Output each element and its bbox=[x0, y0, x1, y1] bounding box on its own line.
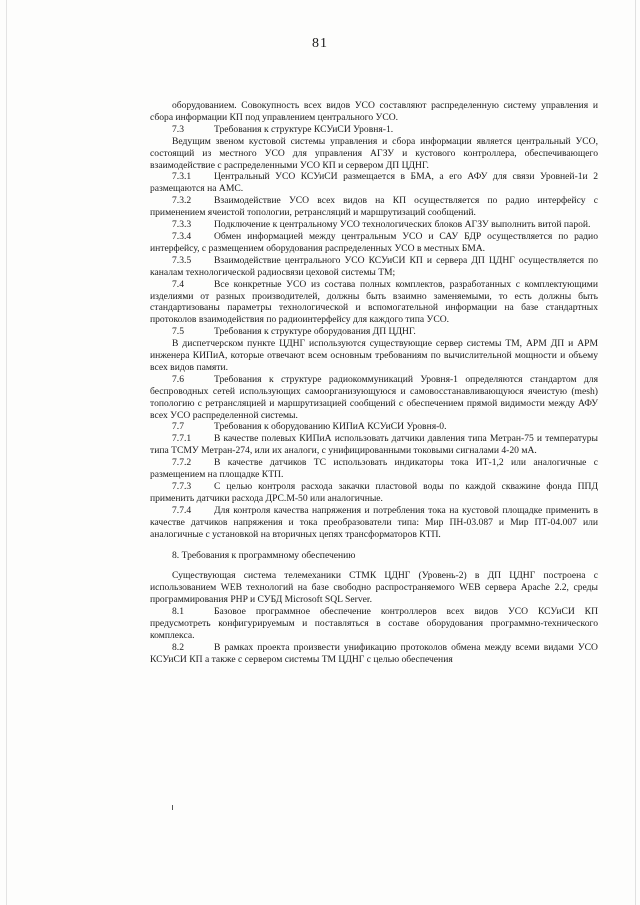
scan-artifact-mark bbox=[172, 805, 173, 810]
document-body bbox=[150, 100, 598, 666]
page-number: 81 bbox=[312, 36, 328, 51]
section-number: 7.4 bbox=[172, 278, 184, 290]
section-number: 7.7.2 bbox=[172, 457, 192, 469]
paragraph bbox=[150, 570, 598, 606]
section-number: 7.7 bbox=[172, 421, 184, 433]
paragraph-text: Требования к структуре КСУиСИ Уровня-1. bbox=[214, 123, 394, 135]
paragraph-text: Требования к структуре радиокоммуникаций Уровня-1 определяются стандартом для беспроводных сетей использующих самоорганизующуюся и самовосстанавливающуюся ячеистую (mesh) топологию с ретрансляцией и маршрутизацией сообщений с обеспечением прямой видимости между АФУ всех УСО распределенной системы. bbox=[150, 373, 598, 421]
paragraph bbox=[150, 124, 598, 136]
paragraph-text: В качестве полевых КИПиА использовать датчики давления типа Метран-75 и температуры типа ТСМУ Метран-274, или их аналоги, с унифицированными токовыми сигналами 4-20 мА. bbox=[150, 433, 598, 457]
section-number: 7.6 bbox=[172, 373, 184, 385]
paragraph-text: Подключение к центральному УСО технологических блоков АГЗУ выполнить витой парой. bbox=[214, 219, 591, 231]
section-number: 7.7.3 bbox=[172, 481, 192, 492]
paragraph bbox=[150, 421, 598, 433]
scan-edge-left bbox=[6, 0, 7, 905]
paragraph bbox=[150, 100, 598, 124]
section-number: 7.3.1 bbox=[172, 171, 192, 183]
paragraph bbox=[150, 606, 598, 642]
section-number: 7.3.4 bbox=[172, 230, 192, 242]
paragraph bbox=[150, 457, 598, 481]
paragraph-text: Все конкретные УСО из состава полных комплектов, разработанных с комплектующими изделиями от разных производителей, должны быть взаимно заменяемыми, то есть должны быть стандартизованы параметры технологической и вспомогательной информации на базе стандартных протоколов взаимодействия по радиоинтерфейсу для каждого типа УСО. bbox=[150, 278, 598, 326]
section-number: 7.3.5 bbox=[172, 254, 192, 266]
paragraph bbox=[150, 219, 598, 231]
section-number: 8.2 bbox=[172, 641, 184, 653]
section-number: 7.7.1 bbox=[172, 433, 192, 445]
paragraph bbox=[150, 374, 598, 422]
paragraph bbox=[150, 326, 598, 338]
paragraph-text: В качестве датчиков ТС использовать индикаторы тока ИТ-1,2 или аналогичные с размещением на площадке КТП. bbox=[150, 457, 598, 481]
paragraph-text: Существующая система телемеханики СТМК ЦДНГ (Уровень-2) в ДП ЦДНГ построена с использованием WEB технологий на базе свободно распространяемого WEB сервера Apache 2.2, среды программирования PHP и СУБД Microsoft SQL Server. bbox=[150, 570, 598, 606]
paragraph-text: 8. Требования к программному обеспечению bbox=[172, 549, 356, 561]
paragraph-text: В рамках проекта произвести унификацию протоколов обмена между всеми видами УСО КСУиСИ КП а также с сервером системы ТМ ЦДНГ с целью обеспечения bbox=[150, 641, 598, 665]
paragraph-text: Ведущим звеном кустовой системы управления и сбора информации является центральный УСО, состоящий из местного УСО для управления АГЗУ и кустового контроллера, обеспечивающего взаимодействие с распределенными УСО КП и сервером ДП ЦДНГ. bbox=[150, 135, 598, 171]
paragraph bbox=[150, 171, 598, 195]
paragraph-text: С целью контроля расхода закачки пластовой воды по каждой скважине фонда ППД применить датчики расхода ДРС.М-50 или аналогичные. bbox=[150, 481, 598, 504]
paragraph-text: Для контроля качества напряжения и потребления тока на кустовой площадке применить в качестве датчиков напряжения и тока преобразователи типа: Мир ПН-03.087 и Мир ПТ-04.007 или аналогичные с установкой на вторичных цепях трансформаторов КТП. bbox=[150, 504, 598, 540]
paragraph-text: Взаимодействие УСО всех видов на КП осуществляется по радио интерфейсу с применением ячеистой топологии, ретрансляций и маршрутизаций сообщений. bbox=[150, 195, 598, 219]
section-number: 7.7.4 bbox=[172, 504, 192, 516]
paragraph bbox=[150, 642, 598, 666]
paragraph-text: оборудованием. Совокупность всех видов УСО составляют распределенную систему управления и сбора информации КП под управлением центрального УСО. bbox=[150, 100, 598, 123]
paragraph-text: Требования к структуре оборудования ДП ЦДНГ. bbox=[214, 326, 416, 338]
paragraph-text: Взаимодействие центрального УСО КСУиСИ КП и сервера ДП ЦДНГ осуществляется по каналам технологической радиосвязи цеховой системы ТМ; bbox=[150, 254, 598, 278]
paragraph-text: Обмен информацией между центральным УСО и САУ БДР осуществляется по радио интерфейсу, с размещением оборудования распределенных УСО в местных БМА. bbox=[150, 230, 598, 254]
section-number: 8.1 bbox=[172, 606, 184, 618]
paragraph-text: В диспетчерском пункте ЦДНГ используются существующие сервер системы ТМ, АРМ ДП и АРМ инженера КИПиА, которые отвечают всем основным требованиям по вычислительной мощности и объему всех видов памяти. bbox=[150, 338, 598, 373]
section-number: 7.3.3 bbox=[172, 219, 192, 231]
paragraph bbox=[150, 231, 598, 255]
paragraph-text: Требования к оборудованию КИПиА КСУиСИ Уровня-0. bbox=[214, 421, 447, 433]
paragraph bbox=[150, 550, 598, 562]
paragraph bbox=[150, 195, 598, 219]
paragraph bbox=[150, 338, 598, 374]
paragraph bbox=[150, 255, 598, 279]
section-number: 7.5 bbox=[172, 326, 184, 338]
scan-edge-right bbox=[635, 0, 636, 905]
paragraph-text: Центральный УСО КСУиСИ размещается в БМА, а его АФУ для связи Уровней-1и 2 размещаются на АМС. bbox=[150, 171, 598, 195]
paragraph bbox=[150, 505, 598, 541]
section-number: 7.3.2 bbox=[172, 195, 192, 207]
paragraph bbox=[150, 433, 598, 457]
paragraph bbox=[150, 279, 598, 327]
section-number: 7.3 bbox=[172, 123, 184, 135]
paragraph bbox=[150, 481, 598, 505]
paragraph-text: Базовое программное обеспечение контроллеров всех видов УСО КСУиСИ КП предусмотреть конфигурируемым и поставляться в составе оборудования программно-технического комплекса. bbox=[150, 606, 598, 641]
paragraph bbox=[150, 136, 598, 172]
